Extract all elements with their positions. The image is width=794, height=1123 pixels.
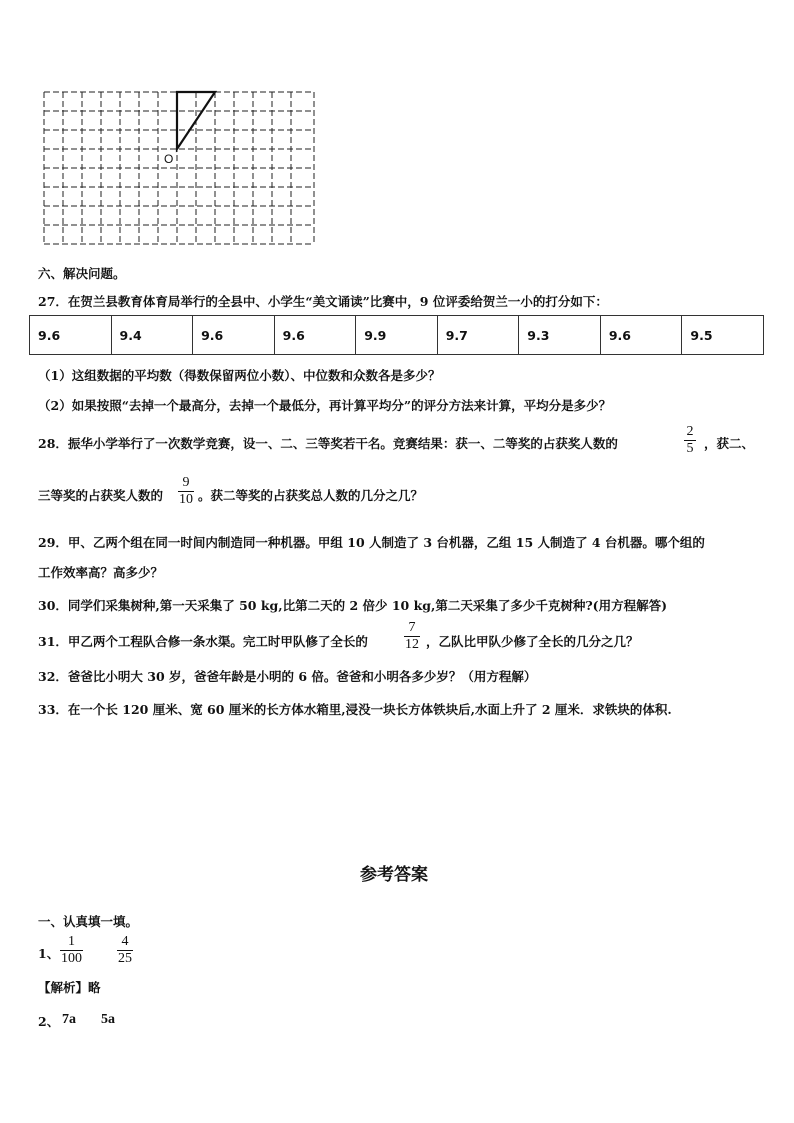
scores-table <box>29 315 764 355</box>
question-28-line-2: 三等奖的占获奖人数的 <box>38 488 164 503</box>
question-32: 32．爸爸比小明大 30 岁，爸爸年龄是小明的 6 倍。爸爸和小明各多少岁？（用方程解） <box>38 669 537 684</box>
numerator: 7 <box>408 620 416 635</box>
question-29-line-1: 29．甲、乙两个组在同一时间内制造同一种机器。甲组 10 人制造了 3 台机器，乙组 15 人制造了 4 台机器。哪个组的 <box>38 535 705 550</box>
question-31: 31．甲乙两个工程队合修一条水渠。完工时甲队修了全长的 <box>38 634 368 649</box>
question-30: 30．同学们采集树种,第一天采集了 50 kg,比第二天的 2 倍少 10 kg,第二天采集了多少千克树种?(用方程解答) <box>38 598 668 613</box>
answer-2-value-1: 7a <box>62 1012 76 1027</box>
question-31-end: ，乙队比甲队少修了全长的几分之几？ <box>426 634 639 649</box>
score-cell: 9.6 <box>274 316 356 355</box>
score-cell: 9.6 <box>600 316 682 355</box>
answer-2-label: 2、 <box>38 1014 60 1029</box>
denominator: 25 <box>118 951 132 966</box>
answers-section-title: 一、认真填一填。 <box>38 914 139 929</box>
score-cell: 9.7 <box>437 316 519 355</box>
fraction <box>404 620 420 653</box>
grid-figure <box>40 88 320 250</box>
numerator: 2 <box>686 424 694 439</box>
question-28-line-2-end: 。获二等奖的占获奖总人数的几分之几？ <box>198 488 424 503</box>
denominator: 5 <box>686 441 694 456</box>
score-cell: 9.3 <box>519 316 601 355</box>
numerator: 4 <box>121 934 129 949</box>
fraction <box>117 934 133 967</box>
question-29-line-2: 工作效率高？高多少？ <box>38 565 164 580</box>
answer-1-label: 1、 <box>38 946 60 961</box>
question-27: 27．在贺兰县教育体育局举行的全县中、小学生“美文诵读”比赛中，9 位评委给贺兰一小的打分如下： <box>38 294 608 309</box>
question-27-part-2: （2）如果按照“去掉一个最高分，去掉一个最低分，再计算平均分”的评分方法来计算，平均分是多少？ <box>38 398 612 413</box>
score-cell: 9.6 <box>30 316 112 355</box>
answer-1-analysis: 【解析】略 <box>38 980 101 995</box>
numerator: 1 <box>68 934 75 949</box>
denominator: 100 <box>61 951 82 966</box>
table-row <box>30 316 764 355</box>
origin-label: O <box>164 152 174 166</box>
denominator: 10 <box>179 492 193 507</box>
question-28-line-1: 28．振华小学举行了一次数学竞赛，设一、二、三等奖若干名。竞赛结果：获一、二等奖的占获奖人数的 <box>38 436 618 451</box>
section-title: 六、解决问题。 <box>38 266 126 281</box>
score-cell: 9.5 <box>682 316 764 355</box>
numerator: 9 <box>182 475 190 490</box>
answer-2-value-2: 5a <box>101 1012 115 1027</box>
denominator: 12 <box>405 637 419 652</box>
answers-title: 参考答案 <box>360 865 428 885</box>
fraction <box>684 424 696 457</box>
question-33: 33．在一个长 120 厘米、宽 60 厘米的长方体水箱里,浸没一块长方体铁块后,水面上升了 2 厘米．求铁块的体积. <box>38 702 672 717</box>
question-27-part-1: （1）这组数据的平均数（得数保留两位小数）、中位数和众数各是多少？ <box>38 368 441 383</box>
question-28-line-1-end: ，获二、 <box>704 436 755 451</box>
score-cell: 9.9 <box>356 316 438 355</box>
score-cell: 9.6 <box>193 316 275 355</box>
score-cell: 9.4 <box>111 316 193 355</box>
fraction <box>178 475 194 508</box>
fraction <box>60 934 83 967</box>
